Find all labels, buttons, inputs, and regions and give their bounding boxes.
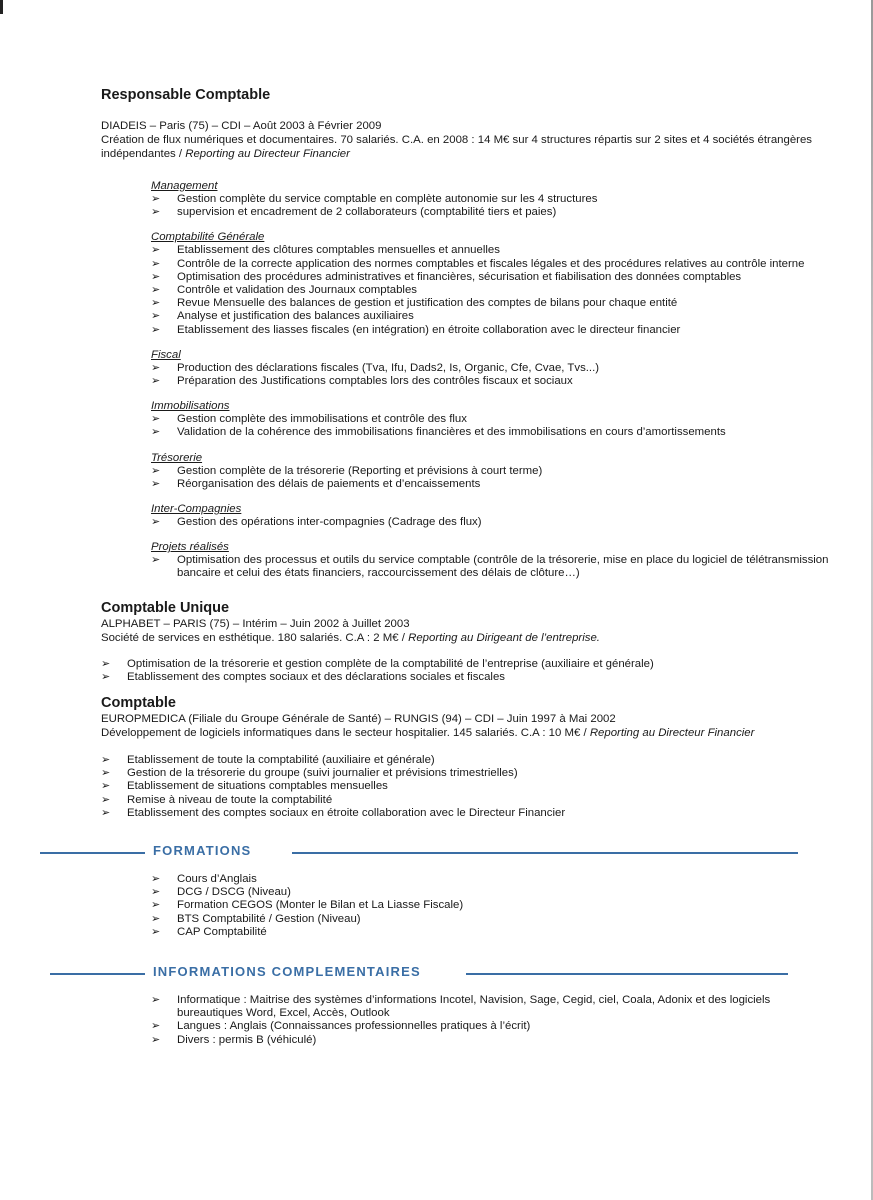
list-item-text: Cours d’Anglais [177,873,257,885]
job-description-text: Création de flux numériques et documentaires. 70 salariés. C.A. en 2008 : 14 M€ sur 4 structures répartis sur 2 sites et 4 sociétés étrangères indépendantes / [101,134,813,160]
list-item-text: Etablissement de toute la comptabilité (auxiliaire et générale) [127,754,435,767]
list-item-text: Gestion de la trésorerie du groupe (suivi journalier et prévisions trimestrielles) [127,767,518,780]
job-reporting: Reporting au Directeur Financier [589,727,755,740]
list-item-text: Divers : permis B (véhiculé) [177,1033,317,1046]
list-item-text: Gestion des opérations inter-compagnies (Cadrage des flux) [177,516,482,529]
list-item-text: Gestion complète de la trésorerie (Reporting et prévisions à court terme) [177,464,543,477]
list-item-text: CAP Comptabilité [177,925,267,938]
list-item-text: Réorganisation des délais de paiements et d’encaissements [177,477,481,490]
list-item-text: Remise à niveau de toute la comptabilité [127,793,333,806]
heading-rule-left [40,852,145,854]
list-item-text: Optimisation des procédures administratives et financières, sécurisation et fiabilisation des données comptables [177,270,742,283]
arrow-bullet-icon: ➢ [101,806,111,819]
list-item-text: Etablissement des comptes sociaux en étroite collaboration avec le Directeur Financier [127,806,566,819]
list-item-text: Optimisation de la trésorerie et gestion complète de la comptabilité de l’entreprise (auxiliaire et générale) [127,657,654,670]
list-item [151,478,831,491]
job-section [151,231,831,336]
arrow-bullet-icon: ➢ [151,323,161,336]
arrow-bullet-icon: ➢ [151,912,161,925]
list-item-text: Optimisation des processus et outils du service comptable (contrôle de la trésorerie, mise en place du logiciel de télétransmission bancaire et celui des états financiers, raccourcissement des délais de clôture…) [177,554,829,580]
list-item-text: Préparation des Justifications comptables lors des contrôles fiscaux et sociaux [177,375,573,388]
job-section [151,400,831,439]
arrow-bullet-icon: ➢ [151,1020,161,1033]
list-item [151,324,831,337]
list-item-text: Contrôle et validation des Journaux comptables [177,284,417,297]
list-item-text: supervision et encadrement de 2 collaborateurs (comptabilité tiers et paies) [177,206,557,219]
job-task-list [101,658,831,684]
list-item [151,1034,811,1047]
job-description [101,726,831,740]
list-item-text: BTS Comptabilité / Gestion (Niveau) [177,912,361,925]
heading-rule-right [466,973,788,975]
job-title: Responsable Comptable [101,87,271,103]
heading-rule-left [50,973,145,975]
list-item [151,244,831,257]
informations-heading: INFORMATIONS COMPLEMENTAIRES [153,964,421,979]
section-list [151,244,831,336]
list-item-text: Production des déclarations fiscales (Tva, Ifu, Dads2, Is, Organic, Cfe, Cvae, Tvs...) [177,361,600,374]
list-item [151,310,831,323]
list-item [151,516,831,529]
list-item [151,258,831,271]
list-item-text: Informatique : Maitrise des systèmes d’informations Incotel, Navision, Sage, Cegid, ciel, Coala, Adonix et des logiciels bureautiques Word, Excel, Accès, Outlook [177,994,771,1020]
arrow-bullet-icon: ➢ [101,754,111,767]
section-list [151,516,831,529]
section-list [151,465,831,491]
arrow-bullet-icon: ➢ [151,899,161,912]
job-section [151,452,831,491]
section-list [151,554,831,580]
list-item-text: Contrôle de la correcte application des normes comptables et fiscales légales et des procédures relatives au contrôle interne [177,257,805,270]
job-company: DIADEIS – Paris (75) – CDI – Août 2003 à Février 2009 [101,120,382,132]
section-title: Projets réalisés [151,541,229,554]
list-item [151,375,831,388]
job-description [101,133,831,161]
list-item [151,271,831,284]
experience-content [101,85,831,820]
arrow-bullet-icon: ➢ [151,375,161,388]
section-title: Trésorerie [151,451,203,464]
arrow-bullet-icon: ➢ [151,206,161,219]
job-task-list [101,754,831,820]
section-list [151,362,831,388]
arrow-bullet-icon: ➢ [151,925,161,938]
section-title: Comptabilité Générale [151,231,265,244]
section-title: Management [151,180,218,192]
job-description-text: Développement de logiciels informatiques dans le secteur hospitalier. 145 salariés. C.A : 10 M€ / [101,727,587,740]
arrow-bullet-icon: ➢ [151,193,161,205]
arrow-bullet-icon: ➢ [151,270,161,283]
job-reporting: Reporting au Directeur Financier [185,148,350,160]
list-item [151,1020,811,1033]
list-item [151,926,463,939]
section-title: Immobilisations [151,400,230,413]
job-title: Comptable [101,695,176,712]
arrow-bullet-icon: ➢ [151,516,161,529]
list-item [151,284,831,297]
list-item [151,899,463,912]
job-company: EUROPMEDICA (Filiale du Groupe Générale de Santé) – RUNGIS (94) – CDI – Juin 1997 à Mai 2002 [101,713,616,726]
arrow-bullet-icon: ➢ [151,297,161,310]
arrow-bullet-icon: ➢ [151,994,161,1006]
list-item-text: DCG / DSCG (Niveau) [177,886,291,899]
list-item-text: Gestion complète des immobilisations et contrôle des flux [177,413,467,426]
formations-heading-row [0,843,873,863]
arrow-bullet-icon: ➢ [151,284,161,297]
list-item-text: Revue Mensuelle des balances de gestion et justification des comptes de bilans pour chaque entité [177,297,678,310]
list-item [151,426,831,439]
section-list [151,413,831,439]
list-item-text: Validation de la cohérence des immobilisations financières et des immobilisations en cours d’amortissements [177,426,726,439]
list-item [151,873,463,886]
list-item [101,754,831,767]
list-item-text: Gestion complète du service comptable en complète autonomie sur les 4 structures [177,193,598,205]
informations-heading-row [0,964,873,984]
formations-list [151,873,463,939]
list-item [151,413,831,426]
arrow-bullet-icon: ➢ [101,670,111,683]
list-item-text: Etablissement des clôtures comptables mensuelles et annuelles [177,244,500,257]
job-description [101,631,831,645]
list-item [101,780,831,793]
arrow-bullet-icon: ➢ [151,873,161,885]
list-item-text: Analyse et justification des balances auxiliaires [177,310,414,323]
list-item [151,362,831,375]
list-item [151,206,831,219]
heading-rule-right [292,852,798,854]
job-section [151,503,831,529]
section-title: Inter-Compagnies [151,503,242,516]
list-item [101,807,831,820]
job-section [151,180,831,219]
job-reporting: Reporting au Dirigeant de l’entreprise. [408,631,600,644]
job-sections [101,180,831,581]
list-item [151,193,831,206]
arrow-bullet-icon: ➢ [151,1033,161,1046]
arrow-bullet-icon: ➢ [101,767,111,780]
arrow-bullet-icon: ➢ [151,554,161,567]
list-item-text: Etablissement des comptes sociaux et des déclarations sociales et fiscales [127,670,505,683]
job-description-text: Société de services en esthétique. 180 salariés. C.A : 2 M€ / [101,631,405,644]
arrow-bullet-icon: ➢ [151,244,161,257]
job-company: ALPHABET – PARIS (75) – Intérim – Juin 2002 à Juillet 2003 [101,617,410,630]
arrow-bullet-icon: ➢ [151,413,161,426]
arrow-bullet-icon: ➢ [151,361,161,374]
list-item [151,913,463,926]
arrow-bullet-icon: ➢ [101,793,111,806]
list-item [151,297,831,310]
formations-heading: FORMATIONS [153,843,252,858]
job-title: Comptable Unique [101,599,230,616]
list-item [151,886,463,899]
informations-list [151,994,811,1047]
arrow-bullet-icon: ➢ [151,477,161,490]
list-item [101,671,831,684]
section-title: Fiscal [151,348,181,361]
list-item [151,465,831,478]
arrow-bullet-icon: ➢ [151,886,161,899]
scan-edge-mark [0,0,3,14]
arrow-bullet-icon: ➢ [151,464,161,477]
list-item-text: Etablissement de situations comptables mensuelles [127,780,388,793]
list-item-text: Etablissement des liasses fiscales (en intégration) en étroite collaboration avec le directeur financier [177,323,681,336]
job-section [151,349,831,388]
list-item-text: Formation CEGOS (Monter le Bilan et La Liasse Fiscale) [177,899,464,912]
arrow-bullet-icon: ➢ [101,780,111,793]
arrow-bullet-icon: ➢ [101,657,111,670]
list-item [101,658,831,671]
section-list [151,193,831,219]
arrow-bullet-icon: ➢ [151,310,161,323]
list-item [151,554,831,580]
arrow-bullet-icon: ➢ [151,257,161,270]
job-section [151,541,831,580]
list-item-text: Langues : Anglais (Connaissances professionnelles pratiques à l’écrit) [177,1020,531,1033]
list-item [101,794,831,807]
list-item [151,994,811,1020]
list-item [101,767,831,780]
arrow-bullet-icon: ➢ [151,426,161,439]
